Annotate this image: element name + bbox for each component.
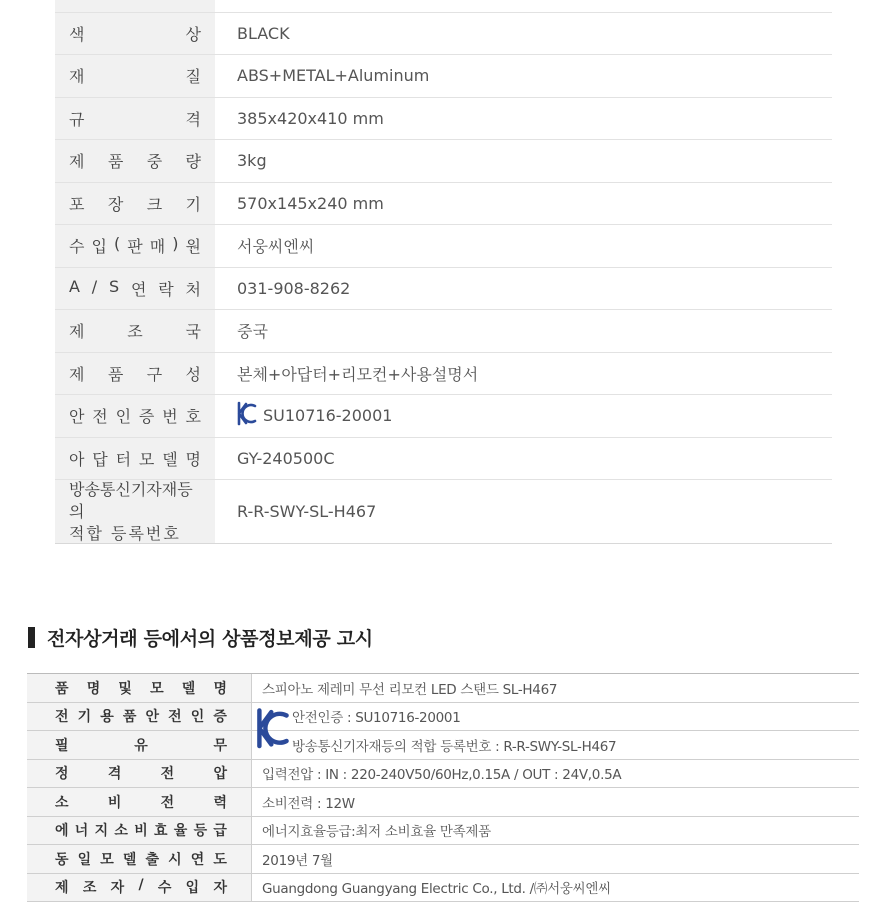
spec-value xyxy=(215,480,832,543)
label-char: 전 xyxy=(55,706,69,726)
notice-label xyxy=(27,874,252,902)
label-text xyxy=(69,277,201,300)
label-char: 락 xyxy=(158,277,173,300)
label-text xyxy=(69,479,201,545)
notice-value-text: 방송통신기자재등의 적합 등록번호 : R-R-SWY-SL-H467 xyxy=(292,735,616,755)
spec-value xyxy=(215,98,832,140)
label-char: 모 xyxy=(139,447,154,470)
notice-value xyxy=(252,874,859,902)
notice-value-text: 입력전압 : IN : 220-240V50/60Hz,0.15A / OUT : 24V,0.5A xyxy=(262,763,621,783)
notice-row xyxy=(27,845,859,874)
label-char: / xyxy=(92,277,97,300)
label-char: 증 xyxy=(213,706,227,726)
label-char: 너 xyxy=(75,820,89,840)
label-char: 델 xyxy=(162,447,177,470)
label-char: 무 xyxy=(213,735,227,755)
label-char: 등 xyxy=(194,820,208,840)
label-char: 및 xyxy=(118,678,132,698)
spec-label xyxy=(55,395,215,437)
spec-value-text: 570x145x240 mm xyxy=(237,194,384,213)
kc-certification-icon xyxy=(237,401,257,430)
notice-value-text: 스피아노 제레미 무선 리모컨 LED 스탠드 SL-H467 xyxy=(262,678,557,698)
spec-value-text: 031-908-8262 xyxy=(237,279,350,298)
label-char: 동 xyxy=(55,849,69,869)
notice-value-text: 안전인증 : SU10716-20001 xyxy=(292,706,461,726)
label-char: 터 xyxy=(116,447,131,470)
label-char: 안 xyxy=(146,706,160,726)
label-text xyxy=(69,149,201,172)
heading-bar xyxy=(28,627,35,648)
notice-label xyxy=(27,731,252,759)
spec-label xyxy=(55,225,215,267)
spec-label xyxy=(55,268,215,310)
spec-value xyxy=(215,353,832,395)
notice-row xyxy=(27,874,859,902)
label-char: 입 xyxy=(186,877,200,897)
spec-label xyxy=(55,353,215,395)
spec-row xyxy=(55,0,832,13)
spec-row xyxy=(55,183,832,226)
label-char: 품 xyxy=(55,678,69,698)
label-char: 처 xyxy=(186,277,201,300)
label-char: 수 xyxy=(158,877,172,897)
spec-row xyxy=(55,225,832,268)
notice-value-text: 소비전력 : 12W xyxy=(262,792,355,812)
label-char xyxy=(186,0,201,2)
label-char: 제 xyxy=(55,877,69,897)
label-text xyxy=(69,64,201,87)
label-char: 급 xyxy=(213,820,227,840)
label-char: 인 xyxy=(191,706,205,726)
label-char: 지 xyxy=(95,820,109,840)
label-char: 제 xyxy=(69,149,84,172)
label-char: 증 xyxy=(139,404,154,427)
label-text xyxy=(55,792,227,812)
label-char: 용 xyxy=(100,706,114,726)
spec-value-text: 중국 xyxy=(237,319,268,342)
label-char: 안 xyxy=(69,404,84,427)
label-char: 재 xyxy=(69,64,84,87)
label-char: 연 xyxy=(191,849,205,869)
label-text xyxy=(55,877,227,897)
notice-row xyxy=(27,760,859,789)
label-char: 유 xyxy=(134,735,148,755)
spec-value-text: 본체+아답터+리모컨+사용설명서 xyxy=(237,362,478,385)
notice-label xyxy=(27,674,252,702)
label-char: 규 xyxy=(69,107,84,130)
label-char: 답 xyxy=(92,447,107,470)
spec-value xyxy=(215,55,832,97)
label-char: 제 xyxy=(69,362,84,385)
label-char: 국 xyxy=(186,319,201,342)
spec-value-text: SU10716-20001 xyxy=(263,406,392,425)
spec-row xyxy=(55,480,832,544)
label-char: 입 xyxy=(91,234,106,257)
label-line: 적합 등록번호 xyxy=(69,523,201,545)
product-info-notice-table xyxy=(27,673,859,902)
spec-value xyxy=(215,183,832,225)
spec-row xyxy=(55,268,832,311)
label-text xyxy=(69,362,201,385)
label-text xyxy=(69,107,201,130)
label-char: 력 xyxy=(213,792,227,812)
label-char: 도 xyxy=(213,849,227,869)
spec-label xyxy=(55,310,215,352)
notice-value xyxy=(252,703,859,731)
spec-label xyxy=(55,13,215,55)
label-char: 크 xyxy=(147,192,162,215)
label-char: 품 xyxy=(108,149,123,172)
label-char: 효 xyxy=(154,820,168,840)
label-char: 상 xyxy=(186,22,201,45)
spec-value xyxy=(215,395,832,437)
label-char: 필 xyxy=(55,735,69,755)
product-spec-table xyxy=(55,0,832,544)
label-char: 중 xyxy=(147,149,162,172)
spec-row xyxy=(55,55,832,98)
label-char: 델 xyxy=(182,678,196,698)
label-char: 모 xyxy=(100,849,114,869)
notice-row xyxy=(27,703,859,732)
label-char: 기 xyxy=(186,192,201,215)
spec-value-text: GY-240500C xyxy=(237,449,335,468)
label-char: 격 xyxy=(186,107,201,130)
spec-row xyxy=(55,395,832,438)
label-char xyxy=(69,0,84,2)
spec-value xyxy=(215,140,832,182)
label-char: 조 xyxy=(83,877,97,897)
label-text xyxy=(69,234,201,257)
spec-value-text: ABS+METAL+Aluminum xyxy=(237,66,429,85)
label-char: 아 xyxy=(69,447,84,470)
label-char: 비 xyxy=(134,820,148,840)
label-char: 호 xyxy=(185,404,200,427)
label-char: A xyxy=(69,277,80,300)
spec-label xyxy=(55,98,215,140)
label-text xyxy=(55,735,227,755)
label-char: 출 xyxy=(146,849,160,869)
spec-value xyxy=(215,225,832,267)
label-char: 델 xyxy=(123,849,137,869)
section-title: 전자상거래 등에서의 상품정보제공 고시 xyxy=(47,624,373,651)
label-text xyxy=(69,447,201,470)
notice-value xyxy=(252,674,859,702)
label-char: 시 xyxy=(168,849,182,869)
label-char: 량 xyxy=(186,149,201,172)
label-char: ) xyxy=(172,234,178,257)
spec-row xyxy=(55,98,832,141)
label-char: 성 xyxy=(186,362,201,385)
label-text xyxy=(55,820,227,840)
label-line: 방송통신기자재등의 xyxy=(69,479,201,523)
spec-label xyxy=(55,140,215,182)
spec-label xyxy=(55,0,215,12)
label-char: 품 xyxy=(123,706,137,726)
label-char: 전 xyxy=(161,792,175,812)
label-char: 모 xyxy=(150,678,164,698)
notice-value xyxy=(252,731,859,759)
notice-value xyxy=(252,817,859,845)
label-char: 에 xyxy=(55,820,69,840)
label-char: 포 xyxy=(69,192,84,215)
label-char: 율 xyxy=(174,820,188,840)
label-char: 매 xyxy=(150,234,165,257)
label-char: S xyxy=(109,277,119,300)
label-char: 구 xyxy=(147,362,162,385)
spec-value xyxy=(215,310,832,352)
spec-row xyxy=(55,310,832,353)
spec-label xyxy=(55,480,215,543)
notice-row xyxy=(27,817,859,846)
label-char: 전 xyxy=(161,763,175,783)
notice-label xyxy=(27,817,252,845)
label-char: 수 xyxy=(69,234,84,257)
label-char: 명 xyxy=(185,447,200,470)
label-char: 소 xyxy=(114,820,128,840)
notice-value-text: 에너지효율등급:최저 소비효율 만족제품 xyxy=(262,820,491,840)
label-char: 색 xyxy=(69,22,84,45)
spec-row xyxy=(55,438,832,481)
label-char: 품 xyxy=(108,362,123,385)
label-char: 일 xyxy=(78,849,92,869)
label-text xyxy=(69,404,201,427)
label-char: 정 xyxy=(55,763,69,783)
label-text xyxy=(55,678,227,698)
spec-label xyxy=(55,438,215,480)
label-char: 비 xyxy=(108,792,122,812)
spec-value-text: R-R-SWY-SL-H467 xyxy=(237,502,376,521)
spec-label xyxy=(55,183,215,225)
notice-label xyxy=(27,760,252,788)
spec-value xyxy=(215,438,832,480)
spec-value-text: 385x420x410 mm xyxy=(237,109,384,128)
label-char: 소 xyxy=(55,792,69,812)
spec-row xyxy=(55,353,832,396)
notice-value-text: Guangdong Guangyang Electric Co., Ltd. /㈜서웅씨엔씨 xyxy=(262,877,611,897)
section-heading xyxy=(28,624,373,651)
label-text xyxy=(69,0,201,2)
label-char: 전 xyxy=(92,404,107,427)
notice-value-text: 2019년 7월 xyxy=(262,849,333,869)
spec-value-text: 서웅씨엔씨 xyxy=(237,234,314,257)
spec-label xyxy=(55,55,215,97)
label-char: 장 xyxy=(108,192,123,215)
label-text xyxy=(55,706,227,726)
spec-value xyxy=(215,13,832,55)
label-char xyxy=(127,0,142,2)
notice-value xyxy=(252,760,859,788)
notice-label xyxy=(27,703,252,731)
label-char: 원 xyxy=(185,234,200,257)
label-char: 자 xyxy=(111,877,125,897)
notice-label xyxy=(27,845,252,873)
spec-row xyxy=(55,13,832,56)
label-char: / xyxy=(138,877,143,897)
label-char: 명 xyxy=(87,678,101,698)
spec-row xyxy=(55,140,832,183)
label-char: 전 xyxy=(168,706,182,726)
notice-value xyxy=(252,845,859,873)
label-char: 명 xyxy=(213,678,227,698)
spec-value xyxy=(215,0,832,12)
label-text xyxy=(55,849,227,869)
spec-value-text: BLACK xyxy=(237,24,290,43)
label-char: 연 xyxy=(131,277,146,300)
notice-row xyxy=(27,674,859,703)
label-char: 제 xyxy=(69,319,84,342)
label-char: 자 xyxy=(213,877,227,897)
label-text xyxy=(69,22,201,45)
label-char: 조 xyxy=(127,319,142,342)
notice-value xyxy=(252,788,859,816)
notice-row xyxy=(27,788,859,817)
label-char: 질 xyxy=(186,64,201,87)
label-char: 기 xyxy=(78,706,92,726)
spec-value-text: 3kg xyxy=(237,151,267,170)
label-char: 압 xyxy=(213,763,227,783)
label-char: 판 xyxy=(127,234,142,257)
label-text xyxy=(55,763,227,783)
label-char: 번 xyxy=(162,404,177,427)
spec-value xyxy=(215,268,832,310)
notice-row xyxy=(27,731,859,760)
label-char: 인 xyxy=(116,404,131,427)
label-text xyxy=(69,319,201,342)
notice-label xyxy=(27,788,252,816)
label-char: ( xyxy=(114,234,120,257)
label-char: 격 xyxy=(108,763,122,783)
label-text xyxy=(69,192,201,215)
